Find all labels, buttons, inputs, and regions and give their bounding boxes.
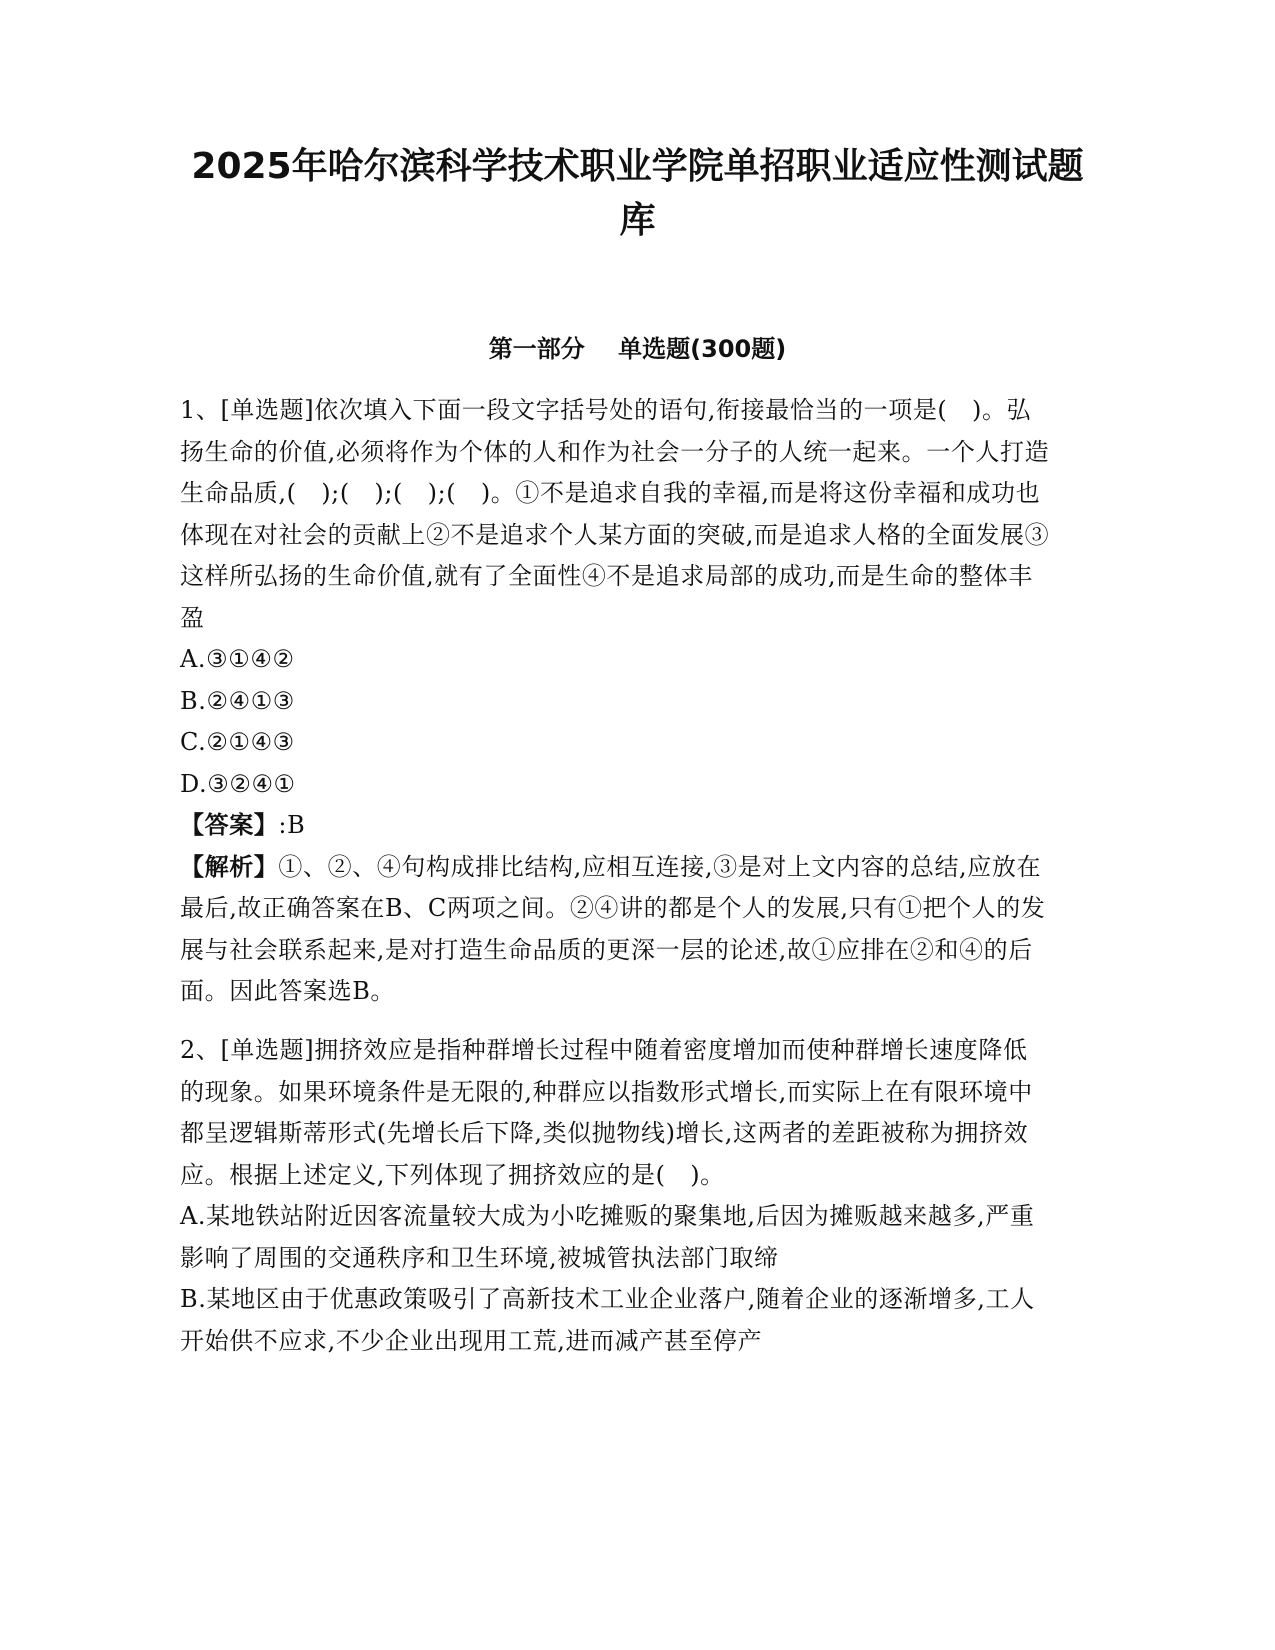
analysis-text: ①、②、④句构成排比结构,应相互连接,③是对上文内容的总结,应放在最后,故正确答案在B、C两项之间。②④讲的都是个人的发展,只有①把个人的发展与社会联系起来,是对打造生命品质的更深一层的论述,故①应排在②和④的后面。因此答案选B。 bbox=[180, 852, 1046, 1005]
question-1-answer bbox=[180, 805, 1050, 847]
section-title: 第一部分 单选题(300题) bbox=[488, 335, 787, 363]
answer-label: 【答案】 bbox=[180, 811, 279, 839]
question-2-stem: 2、[单选题]拥挤效应是指种群增长过程中随着密度增加而使种群增长速度降低的现象。如果环境条件是无限的,种群应以指数形式增长,而实际上在有限环境中都呈逻辑斯蒂形式(先增长后下降,类似抛物线)增长,这两者的差距被称为拥挤效应。根据上述定义,下列体现了拥挤效应的是( )。 bbox=[180, 1036, 1033, 1189]
question-1-option-a: A.③①④② bbox=[180, 645, 295, 673]
answer-value: :B bbox=[278, 811, 306, 839]
document-title: 2025年哈尔滨科学技术职业学院单招职业适应性测试题库 bbox=[191, 146, 1084, 241]
question-1-option-b: B.②④①③ bbox=[180, 686, 295, 715]
analysis-label: 【解析】 bbox=[180, 852, 279, 881]
question-2-option-b: B.某地区由于优惠政策吸引了高新技术工业企业落户,随着企业的逐渐增多,工人开始供不应求,不少企业出现用工荒,进而减产甚至停产 bbox=[180, 1285, 1035, 1355]
question-1-option-c: C.②①④③ bbox=[180, 728, 295, 756]
question-2-option-a: A.某地铁站附近因客流量较大成为小吃摊贩的聚集地,后因为摊贩越来越多,严重影响了周围的交通秩序和卫生环境,被城管执法部门取缔 bbox=[180, 1202, 1035, 1272]
question-1-option-d: D.③②④① bbox=[180, 769, 296, 798]
question-1-analysis bbox=[180, 847, 1050, 1013]
question-1-stem: 1、[单选题]依次填入下面一段文字括号处的语句,衔接最恰当的一项是( )。弘扬生命的价值,必须将作为个体的人和作为社会一分子的人统一起来。一个人打造生命品质,( );( );( );( )。①不是追求自我的幸福,而是将这份幸福和成功也体现在对社会的贡献上②不是追求个人某方面的突破,而是追求人格的全面发展③这样所弘扬的生命价值,就有了全面性④不是追求局部的成功,而是生命的整体丰盈 bbox=[180, 396, 1050, 632]
question-2 bbox=[180, 1030, 1050, 1362]
question-1 bbox=[180, 390, 1050, 1013]
